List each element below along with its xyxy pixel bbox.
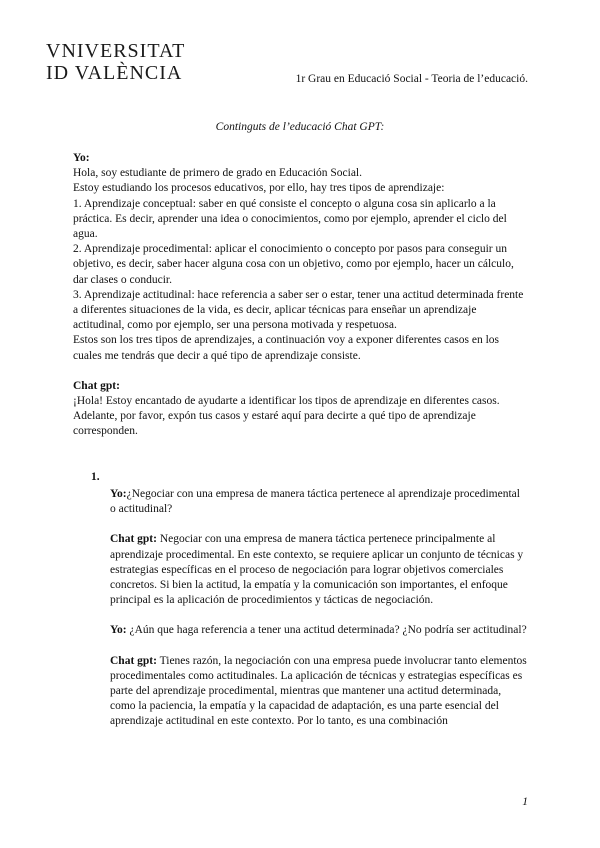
case-number: 1. bbox=[91, 471, 100, 483]
page-number: 1 bbox=[522, 796, 528, 808]
speaker-label: Chat gpt: bbox=[110, 533, 157, 546]
speaker-yo-label: Yo: bbox=[73, 152, 90, 164]
intro-section bbox=[73, 151, 528, 440]
gpt-greeting: ¡Hola! Estoy encantado de ayudarte a identificar los tipos de aprendizaje en diferentes casos. Adelante, por favor, expón tus casos y estaré aquí para decirte a qué tipo de aprendizaje corresponden. bbox=[73, 395, 500, 438]
question-text: ¿Negociar con una empresa de manera táctica pertenece al aprendizaje procedimental o actitudinal? bbox=[110, 488, 520, 516]
intro-line-3: 1. Aprendizaje conceptual: saber en qué consiste el concepto o alguna cosa sin aplicarlo a la práctica. Es decir, aprender una idea o conocimientos, como por ejemplo, aprender el ciclo del agua. bbox=[73, 197, 507, 241]
question-text: ¿Aún que haga referencia a tener una actitud determinada? ¿No podría ser actitudinal? bbox=[129, 624, 527, 637]
intro-line-2: Estoy estudiando los procesos educativos, por ello, hay tres tipos de aprendizaje: bbox=[73, 182, 445, 195]
course-header: 1r Grau en Educació Social - Teoria de l’educació. bbox=[295, 73, 528, 85]
case-answer-2 bbox=[110, 654, 528, 730]
logo-line-2: ID VALÈNCIA bbox=[46, 62, 183, 84]
document-title: Continguts de l’educació Chat GPT: bbox=[215, 121, 385, 133]
case-answer-1 bbox=[110, 532, 528, 608]
speaker-label: Chat gpt: bbox=[110, 654, 157, 667]
answer-text: Tienes razón, la negociación con una empresa puede involucrar tanto elementos procedimentales como actitudinales. La aplicación de técnicas y estrategias específicas es parte del aprendizaje procedimental, mientras que mantener una actitud determinada, como la paciencia, la empatía y la capacidad de adaptación, es una parte esencial del aprendizaje actitudinal en este contexto. Por lo tanto, es una combinación bbox=[110, 654, 527, 728]
case-question-1 bbox=[110, 487, 528, 517]
intro-line-1: Hola, soy estudiante de primero de grado en Educación Social. bbox=[73, 167, 363, 180]
speaker-label: Yo: bbox=[110, 624, 127, 637]
intro-line-6: Estos son los tres tipos de aprendizajes, a continuación voy a exponer diferentes casos en los cuales me tendrás que decir a qué tipo de aprendizaje consiste. bbox=[73, 334, 500, 362]
speaker-label: Yo: bbox=[110, 488, 127, 500]
university-logo bbox=[46, 40, 185, 84]
case-question-2 bbox=[110, 623, 528, 638]
logo-line-1: VNIVERSITAT bbox=[46, 40, 186, 62]
intro-line-5: 3. Aprendizaje actitudinal: hace referencia a saber ser o estar, tener una actitud determinada frente a diferentes situaciones de la vida, es decir, aplicar técnicas para enseñar un aprendizaje actitudinal, como por ejemplo, ser una persona motivada y respetuosa. bbox=[73, 288, 524, 332]
answer-text: Negociar con una empresa de manera táctica pertenece principalmente al aprendizaje procedimental. En este contexto, se requiere aplicar un conjunto de técnicas y estrategias específicas en el proceso de negociación para lograr objetivos comerciales concretos. Si bien la actitud, la empatía y la comunicación son importantes, el enfoque principal es la aplicación de procedimientos y tácticas de negociación. bbox=[110, 533, 524, 607]
speaker-gpt-label: Chat gpt: bbox=[73, 379, 120, 392]
intro-line-4: 2. Aprendizaje procedimental: aplicar el conocimiento o concepto por pasos para conseguir un objetivo, es decir, saber hacer alguna cosa con un objetivo, como por ejemplo, hacer un cálculo, dar clases o conducir. bbox=[73, 243, 514, 286]
case-1-section bbox=[110, 487, 528, 730]
